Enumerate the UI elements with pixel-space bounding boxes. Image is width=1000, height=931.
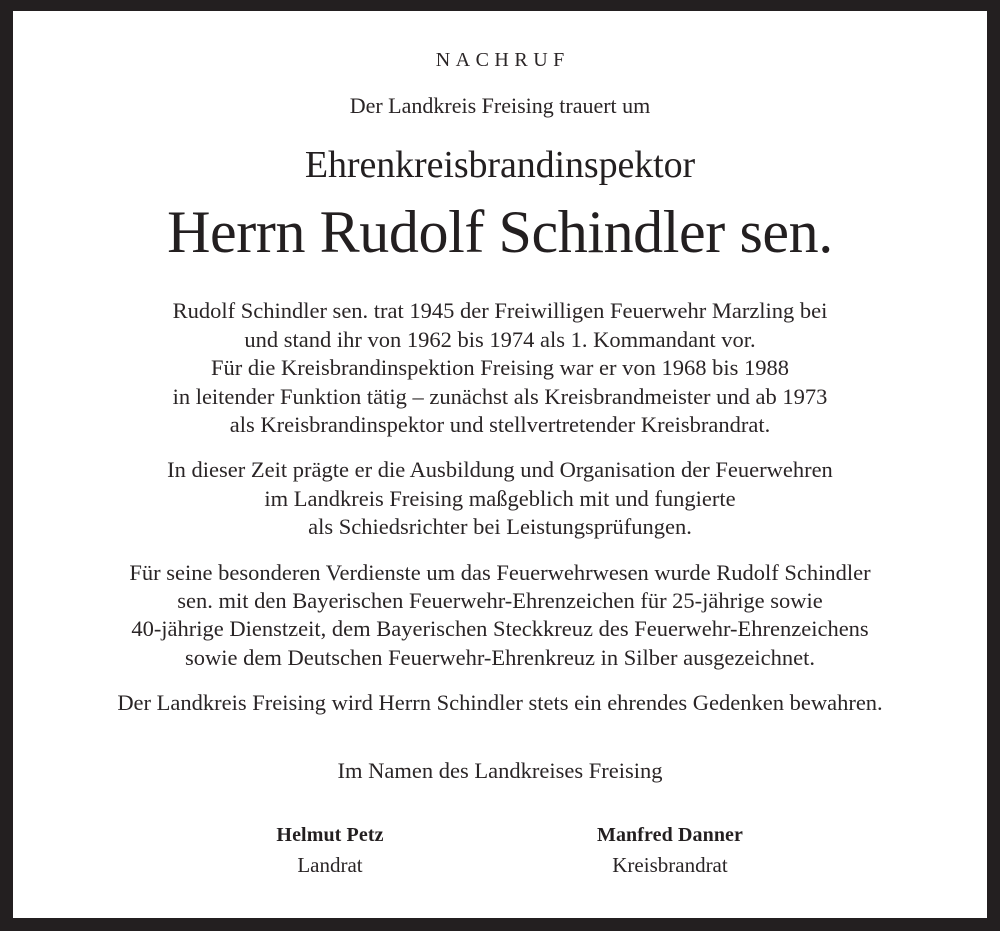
signature-role: Landrat — [297, 852, 363, 877]
signature-role: Kreisbrandrat — [612, 852, 728, 877]
signature-name: Manfred Danner — [596, 823, 744, 846]
paragraph-line: Für die Kreisbrandinspektion Freising war er von 1968 bis 1988 — [210, 355, 790, 381]
rank-title: Ehrenkreisbrandinspektor — [304, 144, 696, 187]
signature-kreisbrandrat — [500, 823, 840, 878]
paragraph-line: als Kreisbrandinspektor und stellvertretender Kreisbrandrat. — [229, 411, 771, 437]
closing-line: Der Landkreis Freising wird Herrn Schindler stets ein ehrendes Gedenken bewahren. — [117, 690, 883, 716]
paragraph-line: 40-jährige Dienstzeit, dem Bayerischen Steckkreuz des Feuerwehr-Ehrenzeichens — [131, 616, 869, 642]
paragraph-line: in leitender Funktion tätig – zunächst als Kreisbrandmeister und ab 1973 — [172, 383, 828, 409]
paragraph-line: In dieser Zeit prägte er die Ausbildung und Organisation der Feuerwehren — [167, 457, 833, 483]
obituary-body — [13, 297, 987, 785]
paragraph-line: Für seine besonderen Verdienste um das Feuerwehrwesen wurde Rudolf Schindler — [129, 559, 871, 585]
paragraph-3 — [13, 559, 987, 673]
paragraph-1 — [13, 297, 987, 439]
signature-name: Helmut Petz — [276, 823, 384, 846]
paragraph-line: sen. mit den Bayerischen Feuerwehr-Ehrenzeichen für 25-jährige sowie — [177, 587, 823, 613]
paragraph-line: als Schiedsrichter bei Leistungsprüfungen. — [308, 514, 692, 540]
paragraph-2 — [13, 456, 987, 541]
deceased-name: Herrn Rudolf Schindler sen. — [167, 199, 833, 266]
paragraph-line: Rudolf Schindler sen. trat 1945 der Freiwilligen Feuerwehr Marzling bei — [172, 298, 828, 324]
in-name-of-line: Im Namen des Landkreises Freising — [337, 757, 663, 783]
signature-landrat — [160, 823, 500, 878]
mourning-line: Der Landkreis Freising trauert um — [349, 93, 651, 118]
paragraph-line: sowie dem Deutschen Feuerwehr-Ehrenkreuz in Silber ausgezeichnet. — [185, 644, 815, 670]
notice-kicker: NACHRUF — [435, 49, 570, 71]
obituary-notice — [13, 11, 987, 918]
signature-block — [13, 823, 987, 878]
paragraph-line: und stand ihr von 1962 bis 1974 als 1. Kommandant vor. — [244, 326, 756, 352]
paragraph-line: im Landkreis Freising maßgeblich mit und fungierte — [264, 485, 736, 511]
